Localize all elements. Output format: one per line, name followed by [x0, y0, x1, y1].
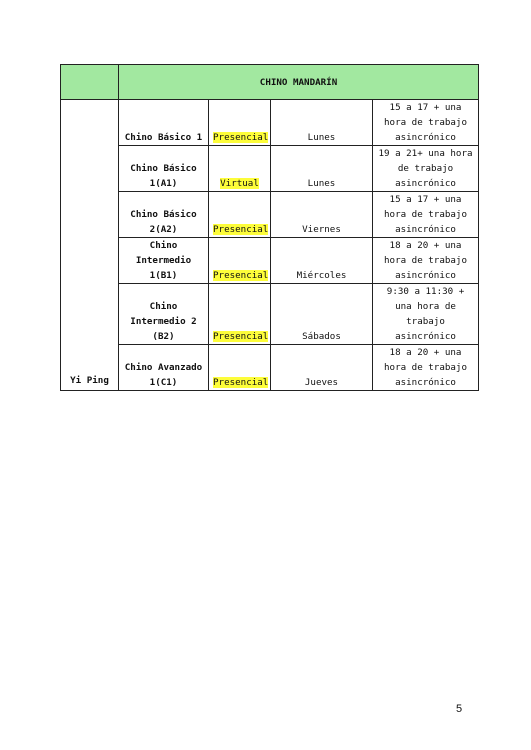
course-name: Chino Intermedio 1(B1): [119, 238, 209, 284]
hours-cell: 9:30 a 11:30 + una hora de trabajo asincrónico: [373, 284, 479, 345]
modality-label: Presencial: [213, 377, 269, 388]
day-cell: Sábados: [271, 284, 373, 345]
hours-cell: 15 a 17 + una hora de trabajo asincrónico: [373, 192, 479, 238]
course-name: Chino Avanzado 1(C1): [119, 345, 209, 391]
course-name: Chino Básico 1(A1): [119, 146, 209, 192]
modality-cell: [209, 146, 271, 192]
modality-cell: [209, 192, 271, 238]
modality-label: Presencial: [213, 224, 269, 235]
schedule-table: [60, 64, 479, 391]
modality-cell: [209, 238, 271, 284]
table-row: [61, 345, 479, 391]
day-cell: Lunes: [271, 100, 373, 146]
page-number: 5: [456, 703, 463, 715]
table-title: CHINO MANDARÍN: [119, 65, 479, 100]
modality-label: Presencial: [213, 270, 269, 281]
table-row: [61, 100, 479, 146]
table-row: [61, 238, 479, 284]
table-row: [61, 146, 479, 192]
teacher-name: Yi Ping: [61, 100, 119, 391]
header-empty-cell: [61, 65, 119, 100]
day-cell: Jueves: [271, 345, 373, 391]
modality-label: Virtual: [220, 178, 259, 189]
modality-cell: [209, 345, 271, 391]
table-row: [61, 284, 479, 345]
modality-cell: [209, 284, 271, 345]
day-cell: Lunes: [271, 146, 373, 192]
modality-label: Presencial: [213, 331, 269, 342]
course-name: Chino Básico 2(A2): [119, 192, 209, 238]
day-cell: Miércoles: [271, 238, 373, 284]
hours-cell: 15 a 17 + una hora de trabajo asincrónico: [373, 100, 479, 146]
course-name: Chino Básico 1: [119, 100, 209, 146]
day-cell: Viernes: [271, 192, 373, 238]
hours-cell: 18 a 20 + una hora de trabajo asincrónico: [373, 345, 479, 391]
hours-cell: 19 a 21+ una hora de trabajo asincrónico: [373, 146, 479, 192]
course-name: Chino Intermedio 2 (B2): [119, 284, 209, 345]
table-row: [61, 192, 479, 238]
modality-cell: [209, 100, 271, 146]
hours-cell: 18 a 20 + una hora de trabajo asincrónico: [373, 238, 479, 284]
modality-label: Presencial: [213, 132, 269, 143]
table-header-row: [61, 65, 479, 100]
